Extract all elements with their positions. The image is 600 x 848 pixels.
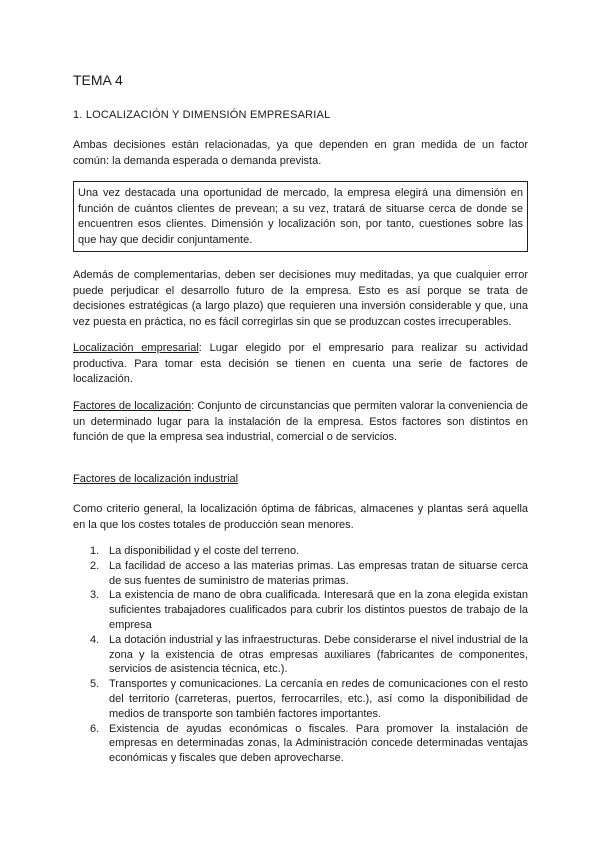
factors-term: Factores de localización: [73, 400, 192, 412]
complementary-paragraph: Además de complementarias, deben ser decisiones muy meditadas, ya que cualquier error puede perjudicar el desarrollo futuro de la empresa. Esto es así porque se trata de decisiones estratégicas (a largo plazo) que requieren una inversión considerable y que, una vez puesta en práctica, no es fácil corregirlas sin que se produzcan costes irrecuperables.: [73, 269, 528, 328]
list-item-text: La disponibilidad y el coste del terreno.: [109, 545, 300, 557]
localization-definition: [73, 341, 528, 388]
industrial-factors-heading: Factores de localización industrial: [73, 473, 239, 485]
list-item-number: 1.: [90, 545, 100, 557]
section-heading: 1. LOCALIZACIÓN Y DIMENSIÓN EMPRESARIAL: [73, 109, 331, 121]
list-item: [73, 544, 528, 559]
industrial-intro: Como criterio general, la localización óptima de fábricas, almacenes y plantas será aquella en la que los costes totales de producción sean menores.: [73, 503, 528, 531]
list-item: [73, 588, 528, 632]
factors-definition: [73, 399, 528, 446]
list-item-text: La facilidad de acceso a las materias primas. Las empresas tratan de situarse cerca de sus fuentes de suministro de materias primas.: [109, 559, 528, 587]
list-item-text: La existencia de mano de obra cualificada. Interesará que en la zona elegida existan suficientes trabajadores cualificados para cubrir los distintos puestos de trabajo de la empresa: [109, 589, 528, 631]
factors-definition-text: : Conjunto de circunstancias que permiten valorar la conveniencia de un determinado lugar para la instalación de la empresa. Estos factores son distintos en función de que la empresa sea industrial, comercial o de servicios.: [73, 400, 528, 444]
highlight-box: Una vez destacada una oportunidad de mercado, la empresa elegirá una dimensión en función de cuántos clientes de prevean; a su vez, tratará de situarse cerca de donde se encuentren esos clientes. Dimensión y localización son, por tanto, cuestiones sobre las que hay que decidir conjuntamente.: [73, 181, 528, 252]
list-item-text: La dotación industrial y las infraestructuras. Debe considerarse el nivel industrial de la zona y la existencia de otras empresas auxiliares (fabricantes de componentes, servicios de asistencia técnica, etc.).: [109, 633, 528, 676]
list-item: [73, 633, 528, 677]
industrial-factors-list: [73, 544, 528, 766]
list-item-number: 2.: [90, 559, 100, 572]
list-item: [73, 677, 528, 721]
list-item-text: Existencia de ayudas económicas o fiscales. Para promover la instalación de empresas en determinadas zonas, la Administración concede determinadas ventajas económicas y fiscales que deben aprovecharse.: [109, 722, 528, 765]
list-item: [73, 722, 528, 766]
localization-definition-text: : Lugar elegido por el empresario para realizar su actividad productiva. Para tomar esta decisión se tienen en cuenta una serie de factores de localización.: [73, 342, 528, 386]
list-item-text: Transportes y comunicaciones. La cercanía en redes de comunicaciones con el resto del territorio (carreteras, puertos, ferrocarriles, etc.), así como la disponibilidad de medios de transporte son también factores importantes.: [109, 678, 528, 720]
localization-term: Localización empresarial: [73, 342, 199, 354]
page-title: TEMA 4: [73, 72, 123, 88]
list-item-number: 6.: [90, 722, 100, 735]
intro-paragraph: Ambas decisiones están relacionadas, ya que dependen en gran medida de un factor común: la demanda esperada o demanda prevista.: [73, 139, 528, 167]
list-item: [73, 559, 528, 589]
list-item-number: 5.: [90, 678, 100, 691]
list-item-number: 4.: [90, 633, 100, 646]
list-item-number: 3.: [90, 589, 100, 602]
